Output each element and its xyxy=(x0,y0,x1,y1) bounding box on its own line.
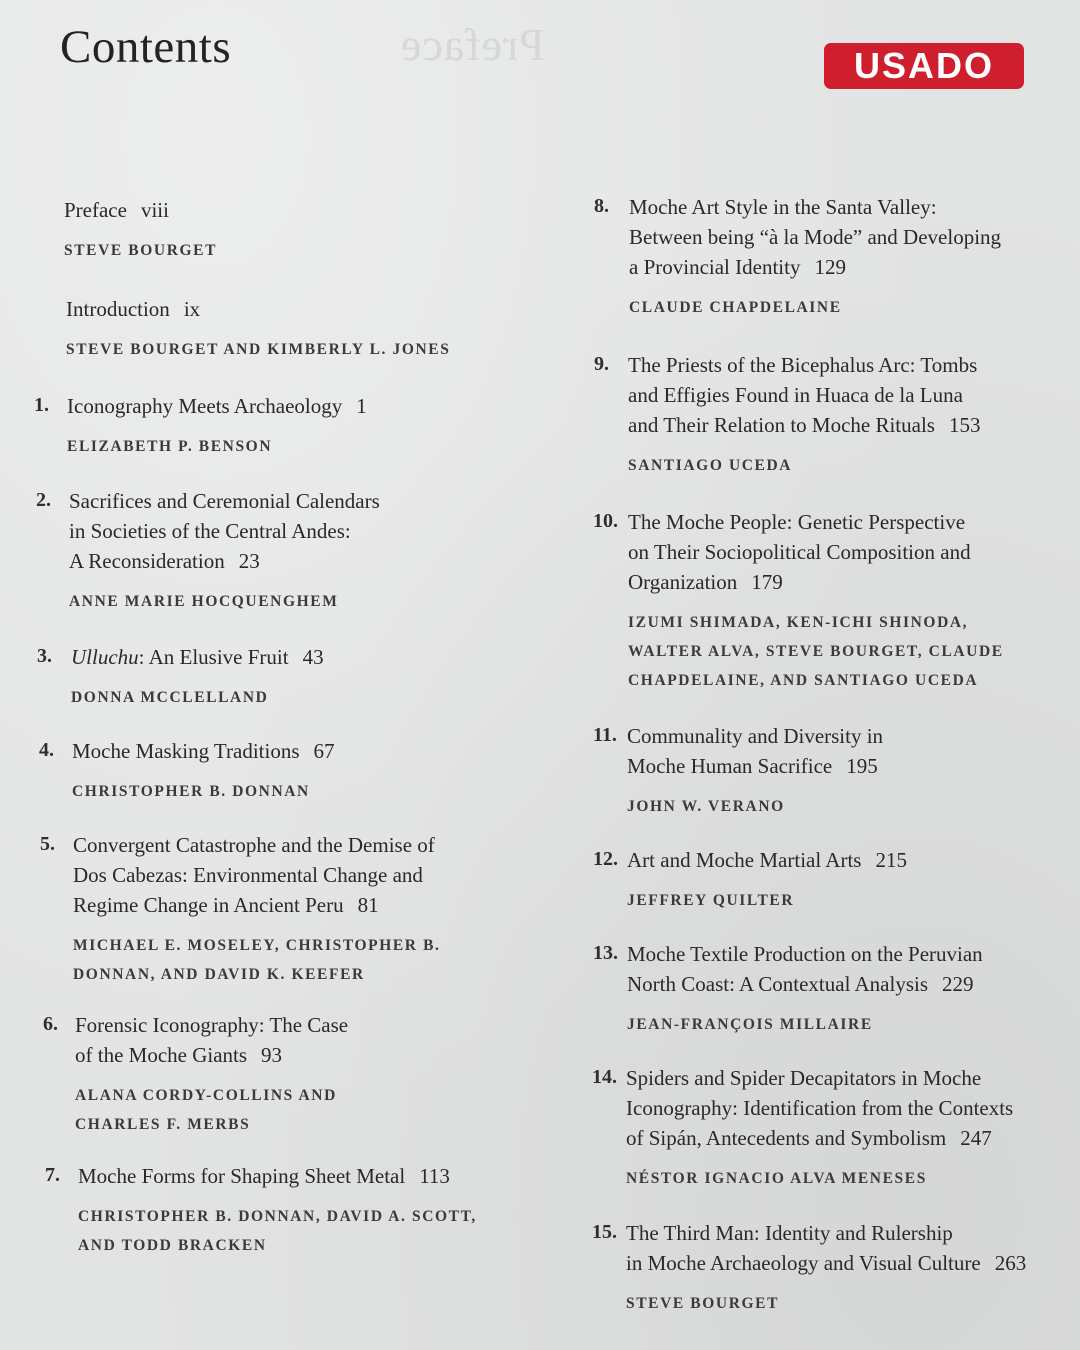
author-line: IZUMI SHIMADA, KEN-ICHI SHINODA, xyxy=(628,614,969,631)
author-line: JEFFREY QUILTER xyxy=(627,892,795,909)
author-line: ELIZABETH P. BENSON xyxy=(67,438,273,455)
chapter-title-line: Moche Art Style in the Santa Valley: xyxy=(629,195,937,219)
author-line: SANTIAGO UCEDA xyxy=(628,457,793,474)
chapter-authors xyxy=(626,1289,1026,1318)
chapter-title-line: Introduction ix xyxy=(66,297,201,321)
chapter-title-line: Ulluchu: An Elusive Fruit 43 xyxy=(71,645,324,669)
chapter-authors xyxy=(629,293,1001,322)
chapter-title xyxy=(629,192,1001,282)
chapter-authors xyxy=(627,1010,983,1039)
chapter-number: 1. xyxy=(34,394,49,416)
chapter-authors xyxy=(66,335,450,364)
chapter-title-line: The Third Man: Identity and Rulership xyxy=(626,1221,953,1245)
chapter-authors xyxy=(628,608,1004,695)
page-number: 1 xyxy=(356,394,367,418)
chapter-title-line: Preface viii xyxy=(64,198,169,222)
chapter-title xyxy=(66,294,450,324)
chapter-title-line: and Their Relation to Moche Rituals 153 xyxy=(628,413,981,437)
chapter-number: 13. xyxy=(593,942,618,964)
chapter-title xyxy=(67,391,367,421)
chapter-authors xyxy=(64,236,217,265)
author-line: CHAPDELAINE, AND SANTIAGO UCEDA xyxy=(628,672,979,689)
chapter-title xyxy=(626,1063,1013,1153)
chapter-title xyxy=(626,1218,1026,1278)
used-badge: USADO xyxy=(824,43,1024,89)
chapter-title-line: Moche Human Sacrifice 195 xyxy=(627,754,878,778)
chapter-title-line: Organization 179 xyxy=(628,570,783,594)
chapter-title-line: A Reconsideration 23 xyxy=(69,549,260,573)
author-line: CLAUDE CHAPDELAINE xyxy=(629,299,842,316)
page-number: 247 xyxy=(960,1126,992,1150)
toc-entry xyxy=(45,1161,477,1260)
page-number: 195 xyxy=(846,754,878,778)
chapter-title xyxy=(75,1010,348,1070)
chapter-title-line: Iconography: Identification from the Contexts xyxy=(626,1096,1014,1120)
chapter-title xyxy=(78,1161,477,1191)
chapter-title-line: Moche Forms for Shaping Sheet Metal 113 xyxy=(78,1164,450,1188)
chapter-authors xyxy=(73,931,441,989)
chapter-title-line: of the Moche Giants 93 xyxy=(75,1043,283,1067)
author-line: ALANA CORDY-COLLINS AND xyxy=(75,1087,337,1104)
chapter-number: 8. xyxy=(594,195,609,217)
toc-entry xyxy=(593,845,907,915)
chapter-title xyxy=(64,195,217,225)
chapter-title-line: Regime Change in Ancient Peru 81 xyxy=(73,893,379,917)
page-number: viii xyxy=(140,198,169,222)
chapter-title-line: on Their Sociopolitical Composition and xyxy=(628,540,971,564)
chapter-title-line: Convergent Catastrophe and the Demise of xyxy=(73,833,435,857)
page-number: 67 xyxy=(313,739,335,763)
chapter-authors xyxy=(628,451,980,480)
page-number: 153 xyxy=(948,413,981,437)
chapter-title xyxy=(627,721,883,781)
page-number: 263 xyxy=(994,1251,1027,1275)
chapter-title xyxy=(72,736,335,766)
page-number: 129 xyxy=(814,255,846,279)
toc-entry xyxy=(36,486,380,616)
author-line: ANNE MARIE HOCQUENGHEM xyxy=(69,593,339,610)
author-line: CHARLES F. MERBS xyxy=(75,1116,251,1133)
chapter-authors xyxy=(69,587,380,616)
page-number: 229 xyxy=(942,972,974,996)
page-number: 23 xyxy=(238,549,260,573)
chapter-authors xyxy=(72,777,335,806)
chapter-title xyxy=(71,642,324,672)
chapter-number: 10. xyxy=(593,510,618,532)
page-number: 81 xyxy=(357,893,379,917)
chapter-number: 15. xyxy=(592,1221,617,1243)
toc-entry xyxy=(593,939,983,1039)
chapter-title-line: The Priests of the Bicephalus Arc: Tombs xyxy=(628,353,978,377)
author-line: CHRISTOPHER B. DONNAN xyxy=(72,783,310,800)
chapter-title-line: Moche Masking Traditions 67 xyxy=(72,739,335,763)
chapter-title-line: Iconography Meets Archaeology 1 xyxy=(67,394,367,418)
page-number: 43 xyxy=(302,645,324,669)
page-title: Contents xyxy=(60,21,232,73)
chapter-authors xyxy=(75,1081,348,1139)
page-number: 215 xyxy=(875,848,907,872)
chapter-authors xyxy=(78,1202,477,1260)
chapter-title xyxy=(69,486,380,576)
chapter-authors xyxy=(627,792,883,821)
bleed-through-heading: Preface xyxy=(400,19,545,70)
chapter-title-line: The Moche People: Genetic Perspective xyxy=(628,510,966,534)
author-line: NÉSTOR IGNACIO ALVA MENESES xyxy=(626,1170,927,1187)
chapter-number: 6. xyxy=(43,1013,58,1035)
chapter-number: 2. xyxy=(36,489,51,511)
chapter-number: 9. xyxy=(594,353,609,375)
chapter-authors xyxy=(71,683,324,712)
author-line: JOHN W. VERANO xyxy=(627,798,785,815)
page-number: 93 xyxy=(261,1043,283,1067)
chapter-title-line: Dos Cabezas: Environmental Change and xyxy=(73,863,423,887)
author-line: MICHAEL E. MOSELEY, CHRISTOPHER B. xyxy=(73,937,441,954)
chapter-number: 12. xyxy=(593,848,618,870)
chapter-title-line: a Provincial Identity 129 xyxy=(629,255,846,279)
chapter-title-line: Spiders and Spider Decapitators in Moche xyxy=(626,1066,982,1090)
toc-entry xyxy=(43,1010,349,1139)
chapter-title xyxy=(627,845,907,875)
author-line: DONNA MCCLELLAND xyxy=(71,689,269,706)
chapter-title-line: Forensic Iconography: The Case xyxy=(75,1013,349,1037)
chapter-title xyxy=(628,507,1004,597)
chapter-title-line: Between being “à la Mode” and Developing xyxy=(629,225,1002,249)
chapter-title xyxy=(628,350,980,440)
page-number: 179 xyxy=(751,570,783,594)
toc-entry xyxy=(39,736,335,806)
toc-entry xyxy=(64,195,217,265)
chapter-number: 14. xyxy=(592,1066,617,1088)
chapter-title-line: in Moche Archaeology and Visual Culture 263 xyxy=(626,1251,1027,1275)
chapter-title-line: Communality and Diversity in xyxy=(627,724,884,748)
chapter-title-line: and Effigies Found in Huaca de la Luna xyxy=(628,383,963,407)
toc-entry xyxy=(34,391,367,461)
page-number: 113 xyxy=(419,1164,450,1188)
chapter-number: 7. xyxy=(45,1164,60,1186)
chapter-title xyxy=(73,830,441,920)
toc-entry xyxy=(593,721,884,821)
author-line: CHRISTOPHER B. DONNAN, DAVID A. SCOTT, xyxy=(78,1208,477,1225)
chapter-title-line: in Societies of the Central Andes: xyxy=(69,519,351,543)
chapter-number: 11. xyxy=(593,724,617,746)
author-line: STEVE BOURGET xyxy=(64,242,218,259)
author-line: STEVE BOURGET AND KIMBERLY L. JONES xyxy=(66,341,451,358)
chapter-authors xyxy=(627,886,907,915)
toc-entry xyxy=(593,507,1004,695)
toc-entry xyxy=(66,294,450,364)
chapter-title-line: North Coast: A Contextual Analysis 229 xyxy=(627,972,974,996)
chapter-number: 5. xyxy=(40,833,55,855)
chapter-number: 3. xyxy=(37,645,52,667)
chapter-title-line: Sacrifices and Ceremonial Calendars xyxy=(69,489,380,513)
author-line: DONNAN, AND DAVID K. KEEFER xyxy=(73,966,365,983)
chapter-title-line: Art and Moche Martial Arts 215 xyxy=(627,848,907,872)
toc-entry xyxy=(592,1063,1014,1193)
toc-entry xyxy=(594,350,981,480)
chapter-authors xyxy=(626,1164,1013,1193)
author-line: AND TODD BRACKEN xyxy=(78,1237,267,1254)
toc-entry xyxy=(592,1218,1027,1318)
chapter-authors xyxy=(67,432,367,461)
chapter-title-line: Moche Textile Production on the Peruvian xyxy=(627,942,983,966)
author-line: JEAN-FRANÇOIS MILLAIRE xyxy=(627,1016,873,1033)
toc-entry xyxy=(594,192,1002,322)
author-line: STEVE BOURGET xyxy=(626,1295,780,1312)
toc-entry xyxy=(37,642,324,712)
chapter-title-line: of Sipán, Antecedents and Symbolism 247 xyxy=(626,1126,992,1150)
chapter-title xyxy=(627,939,983,999)
page-number: ix xyxy=(183,297,201,321)
chapter-number: 4. xyxy=(39,739,54,761)
author-line: WALTER ALVA, STEVE BOURGET, CLAUDE xyxy=(628,643,1004,660)
toc-entry xyxy=(40,830,441,989)
